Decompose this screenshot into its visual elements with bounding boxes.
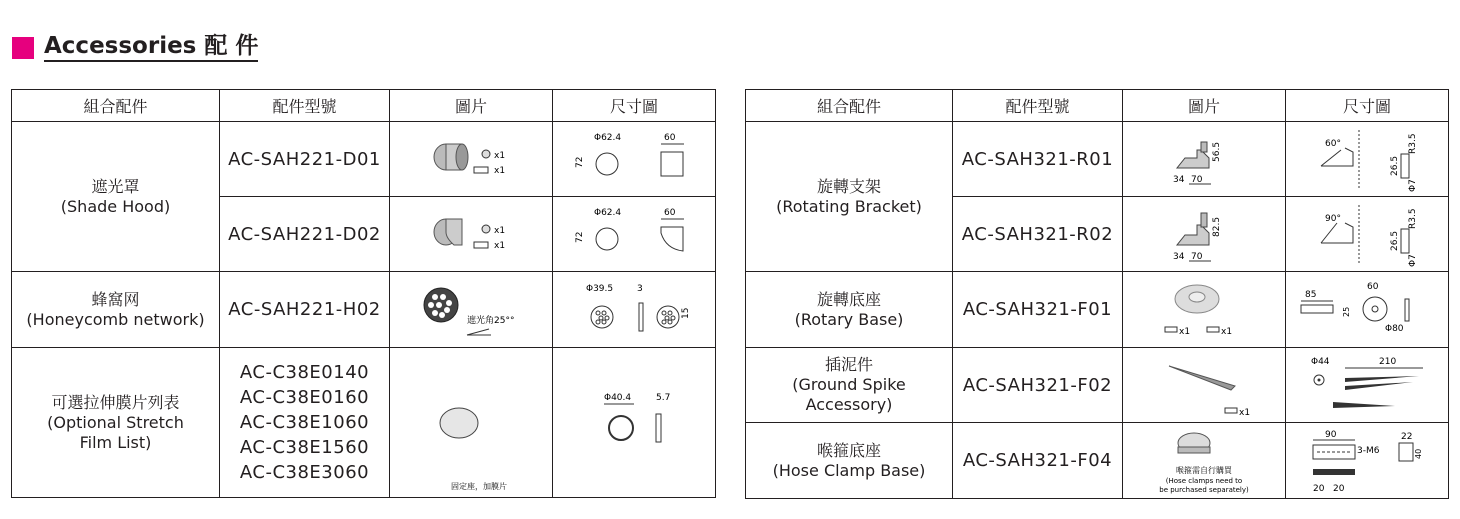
svg-text:Φ7: Φ7 — [1408, 179, 1418, 192]
svg-text:34: 34 — [1173, 175, 1185, 185]
table-row — [12, 272, 716, 348]
accessories-table-right — [745, 89, 1449, 499]
list-item: AC-C38E0160 — [239, 387, 370, 408]
svg-text:Φ40.4: Φ40.4 — [604, 392, 632, 403]
table-row — [746, 423, 1449, 499]
svg-text:72: 72 — [575, 231, 585, 243]
hose-clamp-name: 喉箍底座 (Hose Clamp Base) — [746, 423, 953, 499]
svg-text:遮光角25°°: 遮光角25°° — [467, 315, 515, 326]
svg-text:Φ80: Φ80 — [1385, 323, 1404, 334]
table-row — [746, 348, 1449, 423]
table-header-row — [12, 90, 716, 122]
svg-text:210: 210 — [1379, 357, 1397, 367]
list-item: AC-C38E3060 — [239, 462, 370, 483]
svg-text:26.5: 26.5 — [1390, 155, 1400, 176]
rotary-base-picture — [1123, 272, 1286, 348]
svg-text:90°: 90° — [1325, 214, 1341, 224]
col-header-model: 配件型號 — [953, 90, 1123, 122]
honeycomb-name: 蜂窩网 (Honeycomb network) — [12, 272, 220, 348]
rotary-base-name: 旋轉底座 (Rotary Base) — [746, 272, 953, 348]
svg-text:Φ39.5: Φ39.5 — [586, 283, 614, 294]
svg-text:3-M6: 3-M6 — [1357, 445, 1380, 456]
svg-text:60: 60 — [664, 208, 676, 218]
film-name: 可選拉伸膜片列表 (Optional Stretch Film List) — [12, 348, 220, 498]
svg-text:R3.5: R3.5 — [1408, 208, 1418, 229]
col-header-combo: 組合配件 — [12, 90, 220, 122]
shade-hood-d02-dimension — [553, 197, 716, 272]
svg-text:60: 60 — [664, 133, 676, 143]
svg-text:56.5: 56.5 — [1212, 141, 1222, 162]
col-header-model: 配件型號 — [220, 90, 390, 122]
ground-spike-name: 插泥件 (Ground Spike Accessory) — [746, 348, 953, 423]
svg-text:70: 70 — [1191, 175, 1203, 185]
table-header-row — [746, 90, 1449, 122]
shade-hood-d02-picture — [390, 197, 553, 272]
col-header-dimension: 尺寸圖 — [553, 90, 716, 122]
svg-text:be purchased separately): be purchased separately) — [1159, 485, 1249, 494]
shade-hood-name: 遮光罩 (Shade Hood) — [12, 122, 220, 272]
svg-text:x1: x1 — [494, 226, 506, 236]
table-row — [12, 348, 716, 498]
svg-text:喉箍需自行購買: 喉箍需自行購買 — [1176, 465, 1232, 475]
svg-text:x1: x1 — [1221, 326, 1233, 337]
svg-text:15: 15 — [681, 307, 691, 319]
hose-clamp-picture — [1123, 423, 1286, 499]
section-title: Accessories 配 件 — [44, 33, 258, 62]
film-model-list — [220, 348, 390, 498]
model-cell: AC-SAH221-D02 — [220, 197, 390, 272]
svg-text:Φ44: Φ44 — [1311, 357, 1330, 367]
svg-text:x1: x1 — [1179, 326, 1191, 337]
svg-text:x1: x1 — [1239, 408, 1251, 418]
svg-text:20: 20 — [1333, 483, 1345, 494]
svg-text:(Hose clamps need to: (Hose clamps need to — [1165, 476, 1243, 485]
svg-text:26.5: 26.5 — [1390, 230, 1400, 251]
accessories-table-left — [11, 89, 716, 498]
shade-hood-d01-picture — [390, 122, 553, 197]
model-cell: AC-SAH321-F01 — [953, 272, 1123, 348]
bracket-r01-picture — [1123, 122, 1286, 197]
model-cell: AC-SAH321-R01 — [953, 122, 1123, 197]
svg-text:Φ62.4: Φ62.4 — [594, 208, 622, 218]
svg-text:70: 70 — [1191, 252, 1203, 262]
bracket-r01-dimension — [1286, 122, 1449, 197]
list-item: AC-C38E1560 — [239, 437, 370, 458]
ground-spike-picture — [1123, 348, 1286, 423]
ground-spike-dimension — [1286, 348, 1449, 423]
col-header-combo: 組合配件 — [746, 90, 953, 122]
svg-text:x1: x1 — [494, 151, 506, 161]
svg-text:Φ7: Φ7 — [1408, 254, 1418, 267]
list-item: AC-C38E1060 — [239, 412, 370, 433]
svg-text:72: 72 — [575, 156, 585, 168]
svg-text:x1: x1 — [494, 241, 506, 251]
svg-text:20: 20 — [1313, 483, 1325, 494]
svg-text:25: 25 — [1342, 306, 1351, 317]
shade-hood-d01-dimension — [553, 122, 716, 197]
svg-text:3: 3 — [637, 283, 643, 294]
model-cell: AC-SAH321-F02 — [953, 348, 1123, 423]
film-dimension — [553, 348, 716, 498]
honeycomb-dimension — [553, 272, 716, 348]
svg-text:x1: x1 — [494, 166, 506, 176]
section-marker — [12, 37, 34, 59]
model-cell: AC-SAH221-D01 — [220, 122, 390, 197]
svg-text:60°: 60° — [1325, 139, 1341, 149]
rotary-base-dimension — [1286, 272, 1449, 348]
rotating-bracket-name: 旋轉支架 (Rotating Bracket) — [746, 122, 953, 272]
model-cell: AC-SAH221-H02 — [220, 272, 390, 348]
table-row — [746, 122, 1449, 197]
svg-text:85: 85 — [1305, 289, 1317, 300]
svg-text:Φ62.4: Φ62.4 — [594, 133, 622, 143]
svg-text:82.5: 82.5 — [1212, 216, 1222, 237]
col-header-picture: 圖片 — [1123, 90, 1286, 122]
film-picture — [390, 348, 553, 498]
col-header-dimension: 尺寸圖 — [1286, 90, 1449, 122]
svg-text:60: 60 — [1367, 281, 1379, 292]
svg-text:90: 90 — [1325, 429, 1337, 440]
svg-text:40: 40 — [1414, 448, 1423, 459]
honeycomb-picture — [390, 272, 553, 348]
svg-text:34: 34 — [1173, 252, 1185, 262]
col-header-picture: 圖片 — [390, 90, 553, 122]
bracket-r02-picture — [1123, 197, 1286, 272]
hose-clamp-dimension — [1286, 423, 1449, 499]
table-row — [12, 122, 716, 197]
table-row — [746, 272, 1449, 348]
list-item: AC-C38E0140 — [239, 362, 370, 383]
svg-text:22: 22 — [1401, 431, 1413, 442]
model-cell: AC-SAH321-R02 — [953, 197, 1123, 272]
svg-text:固定座，加膜片: 固定座，加膜片 — [451, 481, 507, 491]
model-cell: AC-SAH321-F04 — [953, 423, 1123, 499]
svg-text:5.7: 5.7 — [656, 392, 671, 403]
bracket-r02-dimension — [1286, 197, 1449, 272]
svg-text:R3.5: R3.5 — [1408, 133, 1418, 154]
